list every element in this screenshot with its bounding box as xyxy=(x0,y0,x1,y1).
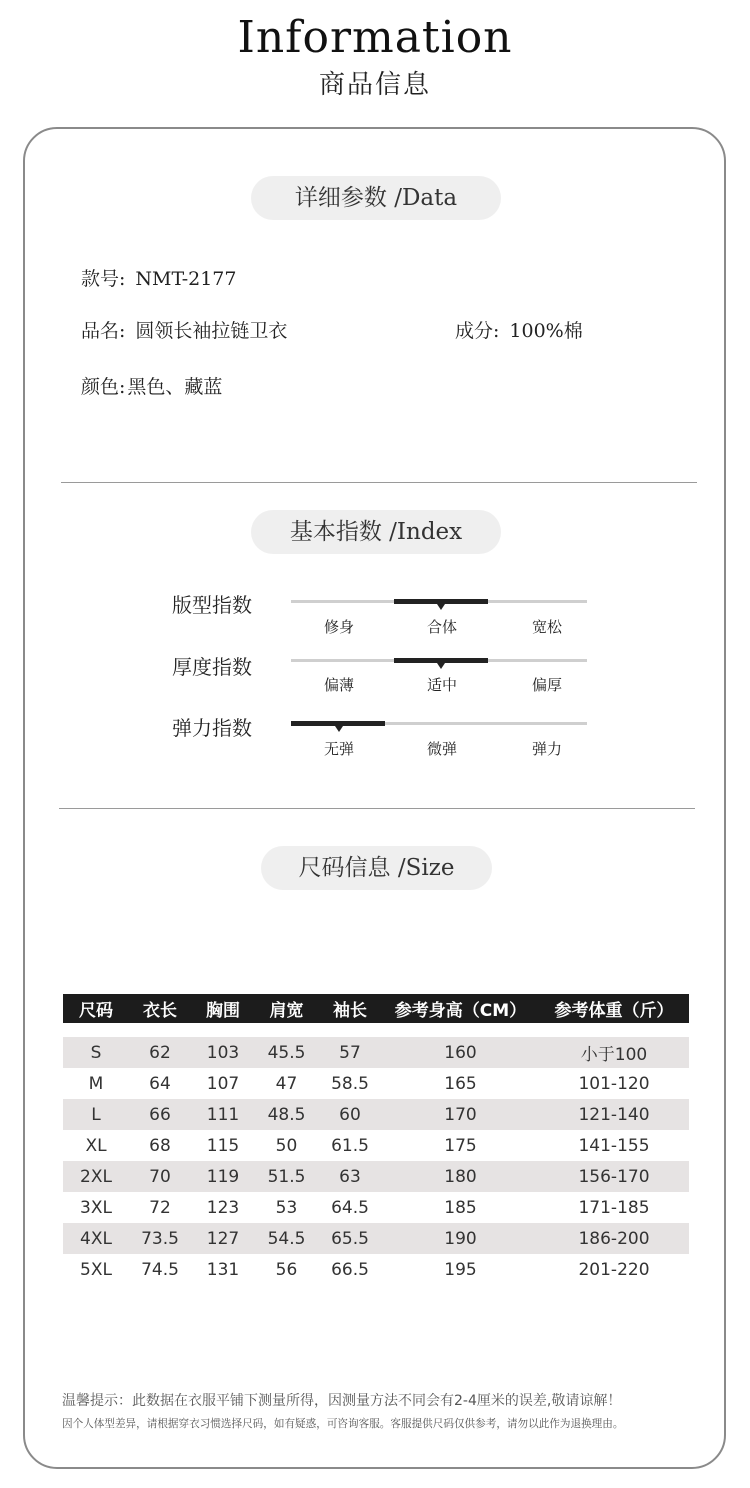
table-cell: XL xyxy=(85,1135,107,1156)
table-header-row xyxy=(63,994,689,1023)
table-cell: 61.5 xyxy=(331,1135,369,1156)
size-table xyxy=(63,994,689,1285)
table-row xyxy=(63,1192,689,1223)
table-cell: 4XL xyxy=(63,1223,129,1254)
table-cell: 127 xyxy=(191,1223,255,1254)
table-spacer xyxy=(63,1023,689,1037)
table-cell: 57 xyxy=(318,1037,382,1068)
table-cell: 190 xyxy=(382,1223,539,1254)
material-value: 100%棉 xyxy=(509,320,583,342)
table-cell: 175 xyxy=(444,1135,477,1156)
table-cell: M xyxy=(88,1073,104,1094)
size-section-pill: 尺码信息 /Size xyxy=(261,846,492,890)
table-cell: 123 xyxy=(206,1197,240,1218)
table-cell: 103 xyxy=(191,1037,255,1068)
table-row xyxy=(63,1254,689,1285)
table-row xyxy=(63,1223,689,1254)
elasticity-option-none: 无弹 xyxy=(323,740,354,758)
table-cell: 131 xyxy=(206,1259,240,1280)
fit-option-slim: 修身 xyxy=(323,618,354,636)
style-number-label: 款号: xyxy=(81,268,126,290)
table-cell: 小于100 xyxy=(539,1037,689,1068)
table-cell: 63 xyxy=(318,1161,382,1192)
table-cell: L xyxy=(63,1099,129,1130)
column-header-size: 尺码 xyxy=(63,994,129,1023)
style-number-row xyxy=(81,264,236,291)
table-cell: 62 xyxy=(129,1037,191,1068)
table-row xyxy=(63,1068,689,1099)
table-cell: 170 xyxy=(382,1099,539,1130)
column-header-sleeve: 袖长 xyxy=(318,994,382,1023)
table-cell: 171-185 xyxy=(578,1197,650,1218)
color-value: 黑色、藏蓝 xyxy=(127,376,223,398)
fit-index-pointer xyxy=(437,604,445,610)
fit-index-scale xyxy=(291,600,587,603)
table-cell: 186-200 xyxy=(539,1223,689,1254)
table-cell: 2XL xyxy=(63,1161,129,1192)
table-cell: 45.5 xyxy=(255,1037,318,1068)
table-cell: 195 xyxy=(444,1259,477,1280)
index-section-pill: 基本指数 /Index xyxy=(251,510,501,554)
table-cell: S xyxy=(63,1037,129,1068)
table-cell: 119 xyxy=(191,1161,255,1192)
table-cell: 185 xyxy=(444,1197,477,1218)
table-cell: 141-155 xyxy=(578,1135,650,1156)
table-cell: 115 xyxy=(206,1135,240,1156)
page-title-en: Information xyxy=(237,12,513,63)
thickness-index-pointer xyxy=(437,663,445,669)
table-row xyxy=(63,1130,689,1161)
thickness-option-thick: 偏厚 xyxy=(531,676,562,694)
table-cell: 121-140 xyxy=(539,1099,689,1130)
table-cell: 50 xyxy=(275,1135,298,1156)
table-cell: 60 xyxy=(318,1099,382,1130)
color-label: 颜色: xyxy=(81,376,126,398)
table-row xyxy=(63,1161,689,1192)
column-header-height: 参考身高（CM） xyxy=(382,994,539,1023)
table-cell: 48.5 xyxy=(255,1099,318,1130)
product-name-label: 品名: xyxy=(81,320,126,342)
elasticity-index-label: 弹力指数 xyxy=(172,716,252,740)
table-cell: 64.5 xyxy=(331,1197,369,1218)
product-name-value: 圆领长袖拉链卫衣 xyxy=(135,320,288,342)
thickness-option-medium: 适中 xyxy=(426,676,457,694)
page-title-cn: 商品信息 xyxy=(318,70,431,100)
table-cell: 51.5 xyxy=(255,1161,318,1192)
thickness-index-scale xyxy=(291,659,587,662)
table-cell: 107 xyxy=(206,1073,240,1094)
table-cell: 160 xyxy=(382,1037,539,1068)
table-cell: 66 xyxy=(129,1099,191,1130)
table-row xyxy=(63,1099,689,1130)
table-cell: 3XL xyxy=(80,1197,112,1218)
column-header-chest: 胸围 xyxy=(191,994,255,1023)
column-header-weight: 参考体重（斤） xyxy=(539,994,689,1023)
table-cell: 70 xyxy=(129,1161,191,1192)
table-cell: 101-120 xyxy=(578,1073,650,1094)
elasticity-option-slight: 微弹 xyxy=(426,740,457,758)
elasticity-index-scale xyxy=(291,722,587,725)
measurement-note: 温馨提示：此数据在衣服平铺下测量所得，因测量方法不同会有2-4厘米的误差,敬请谅解！ xyxy=(62,1393,622,1409)
color-row xyxy=(81,372,222,399)
data-section-pill: 详细参数 /Data xyxy=(251,176,501,220)
table-cell: 111 xyxy=(191,1099,255,1130)
thickness-option-thin: 偏薄 xyxy=(323,676,354,694)
table-cell: 68 xyxy=(149,1135,171,1156)
elasticity-index-pointer xyxy=(335,726,343,732)
table-cell: 56 xyxy=(275,1259,298,1280)
section-divider xyxy=(61,482,697,483)
fit-index-label: 版型指数 xyxy=(172,593,252,617)
column-header-length: 衣长 xyxy=(129,994,191,1023)
table-cell: 65.5 xyxy=(318,1223,382,1254)
thickness-index-label: 厚度指数 xyxy=(172,655,252,679)
table-cell: 58.5 xyxy=(331,1073,369,1094)
style-number-value: NMT-2177 xyxy=(135,268,237,290)
table-cell: 54.5 xyxy=(255,1223,318,1254)
table-cell: 66.5 xyxy=(331,1259,369,1280)
table-cell: 201-220 xyxy=(578,1259,650,1280)
fit-option-regular: 合体 xyxy=(426,618,457,636)
table-cell: 74.5 xyxy=(141,1259,179,1280)
table-cell: 53 xyxy=(275,1197,298,1218)
section-divider xyxy=(59,808,695,809)
table-row xyxy=(63,1037,689,1068)
product-name-row xyxy=(81,316,287,343)
table-cell: 72 xyxy=(149,1197,171,1218)
material-row xyxy=(455,316,583,343)
table-cell: 5XL xyxy=(80,1259,112,1280)
table-cell: 47 xyxy=(275,1073,298,1094)
size-advice-note: 因个人体型差异，请根据穿衣习惯选择尺码，如有疑惑，可咨询客服。客服提供尺码仅供参考，请勿以此作为退换理由。 xyxy=(62,1418,624,1430)
column-header-shoulder: 肩宽 xyxy=(255,994,318,1023)
material-label: 成分: xyxy=(455,320,500,342)
table-cell: 64 xyxy=(149,1073,171,1094)
table-cell: 165 xyxy=(444,1073,477,1094)
elasticity-option-stretch: 弹力 xyxy=(531,740,562,758)
table-cell: 180 xyxy=(382,1161,539,1192)
fit-option-loose: 宽松 xyxy=(531,618,562,636)
table-cell: 156-170 xyxy=(539,1161,689,1192)
table-cell: 73.5 xyxy=(129,1223,191,1254)
